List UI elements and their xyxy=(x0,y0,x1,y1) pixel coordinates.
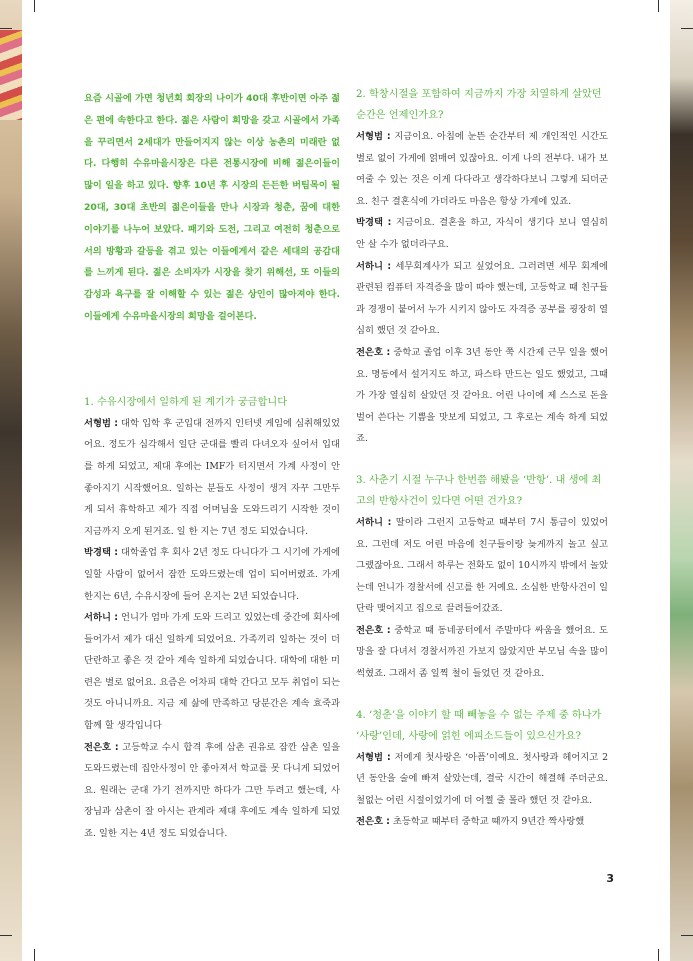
speaker-name: 서하니 : xyxy=(356,516,392,528)
answer-paragraph xyxy=(356,256,608,342)
answer-paragraph xyxy=(356,811,608,833)
answer-paragraph xyxy=(356,212,608,255)
answer-paragraph xyxy=(356,512,608,620)
crop-mark xyxy=(0,28,12,29)
answer-text: 고등학교 수시 합격 후에 삼촌 권유로 잠깐 삼촌 일을 도와드렸는데 집안사정이 안 좋아져서 학교를 못 다니게 되었어요. 원래는 군대 가기 전까지만 하다가 그만 두려고 했는데, 사장님과 삼촌이 잘 아시는 관계라 제대 후에도 계속 일하게 되었죠. 일한 지는 4년 정도 되었습니다. xyxy=(84,741,340,840)
answer-paragraph xyxy=(356,620,608,685)
question-4: 4. ‘청춘’을 이야기 할 때 빼놓을 수 없는 주제 중 하나가 ‘사랑’인데, 사랑에 얽힌 에피소드들이 있으신가요? xyxy=(356,709,602,742)
speaker-name: 전은호 : xyxy=(356,816,390,828)
crop-mark xyxy=(681,28,693,29)
crop-mark xyxy=(658,949,659,961)
answer-text: 중학교 졸업 이후 3년 동안 쭉 시간제 근무 일을 했어요. 명동에서 설거지도 하고, 파스타 만드는 일도 했었고, 그때가 가장 열심히 살았던 것 같아요. 어린 나이에 제 스스로 돈을 벌어 쓴다는 기쁨을 맛보게 되었고, 그 후로는 계속 하게 되었죠. xyxy=(356,346,608,445)
answer-text: 저에게 첫사랑은 ‘아픔’이예요. 첫사랑과 헤어지고 2년 동안을 술에 빠져 살았는데, 결국 시간이 해결해 주더군요. 철없는 어린 시절이었기에 더 어쩔 줄 몰라 했던 것 같아요. xyxy=(356,751,608,806)
speaker-name: 서하니 : xyxy=(84,612,118,624)
speaker-name: 서하니 : xyxy=(356,260,392,272)
crop-mark xyxy=(34,0,35,12)
left-column xyxy=(84,88,340,845)
right-column xyxy=(356,84,608,833)
answer-paragraph xyxy=(84,607,340,737)
speaker-name: 서형범 : xyxy=(356,131,391,142)
answer-paragraph xyxy=(84,737,340,845)
crop-mark xyxy=(0,935,12,936)
question-1: 1. 수유시장에서 일하게 된 계기가 궁금합니다 xyxy=(84,396,288,408)
answer-paragraph xyxy=(356,342,608,450)
answer-paragraph xyxy=(84,542,340,607)
intro-paragraph: 요즘 시골에 가면 청년회 회장의 나이가 40대 후반이면 아주 젊은 편에 속한다고 한다. 젊은 사람이 희망을 갖고 시골에서 가족을 꾸리면서 2세대가 만들어지지 않는 이상 농촌의 미래란 없다. 다행히 수유마을시장은 다른 전통시장에 비해 젊은이들이 많이 일을 하고 있다. 향후 10년 후 시장의 든든한 버팀목이 될 20대, 30대 초반의 젊은이들을 만나 시장과 청춘, 꿈에 대한 이야기를 나누어 보았다. 패기와 도전, 그리고 여전히 청춘으로서의 방황과 갈등을 겪고 있는 이들에게서 같은 세대의 공감대를 느끼게 된다. 젊은 소비자가 시장을 찾기 위해선, 또 이들의 감성과 욕구를 잘 이해할 수 있는 젊은 상인이 많아져야 한다. 이들에게 수유마을시장의 희망을 걸어본다. xyxy=(84,93,340,322)
crop-mark xyxy=(681,935,693,936)
answer-text: 지금이요. 아침에 눈뜬 순간부터 제 개인적인 시간도 별로 없이 가게에 얽매여 있잖아요. 이게 나의 전부다. 내가 보여줄 수 있는 것은 이게 다다라고 생각하다보니 그렇게 되더군요. 친구 결혼식에 가더라도 마음은 항상 가게에 있죠. xyxy=(356,131,608,207)
question-2: 2. 학창시절을 포함하여 지금까지 가장 치열하게 살았던 순간은 언제인가요? xyxy=(356,89,602,121)
answer-paragraph xyxy=(356,747,608,812)
answer-text: 대학 입학 후 군입대 전까지 인터넷 게임에 심취해있었어요. 정도가 심각해서 일단 군대를 빨리 다녀오자 싶어서 입대를 하게 되었고, 제대 후에는 IMF가 터지면서 가계 사정이 안 좋아지기 시작했어요. 일하는 분들도 사정이 생겨 자꾸 그만두게 되서 휴학하고 제가 직접 어머님을 도와드리기 시작한 것이 지금까지 오게 된거죠. 일 한 지는 7년 정도 되었습니다. xyxy=(84,417,340,537)
speaker-name: 박경택 : xyxy=(356,217,392,229)
page-number: 3 xyxy=(606,872,614,885)
answer-text: 세무회계사가 되고 싶었어요. 그러려면 세무 회계에 관련된 컴퓨터 자격증을 많이 따야 했는데, 고등학교 때 친구들과 경쟁이 붙어서 누가 시키지 않아도 자격증 공부를 굉장히 열심히 했던 것 같아요. xyxy=(356,260,608,337)
speaker-name: 서형범 : xyxy=(356,751,391,763)
crop-mark xyxy=(34,949,35,961)
flower-photo-strip xyxy=(0,30,22,120)
answer-text: 초등학교 때부터 중학교 때까지 9년간 짝사랑했 xyxy=(389,816,585,828)
answer-text: 지금이요. 결혼을 하고, 자식이 생기다 보니 열심히 안 살 수가 없더라구요. xyxy=(356,217,608,250)
answer-text: 언니가 엄마 가게 도와 드리고 있었는데 중간에 회사에 들어가서 제가 대신 일하게 되었어요. 가족끼리 일하는 것이 더 단란하고 좋은 것 같아 계속 일하게 되었습니다. 대학에 대한 미련은 별로 없어요. 요즘은 어차피 대학 간다고 모두 취업이 되는 것도 아니니까요. 지금 제 삶에 만족하고 당분간은 계속 효죽과 함께 할 생각입니다 xyxy=(84,612,340,732)
right-edge-photo xyxy=(670,0,693,961)
crop-mark xyxy=(658,0,659,12)
speaker-name: 박경택 : xyxy=(84,547,118,559)
answer-paragraph xyxy=(356,126,608,212)
speaker-name: 전은호 : xyxy=(356,624,391,636)
answer-paragraph xyxy=(84,413,340,543)
speaker-name: 전은호 : xyxy=(356,346,391,358)
speaker-name: 전은호 : xyxy=(84,741,119,753)
answer-text: 중학교 때 동네공터에서 주말마다 싸움을 했어요. 도망을 잘 다녀서 경찰서까진 가보지 않았지만 부모님 속을 많이 썩혔죠. 그래서 좀 일찍 철이 들었던 것 같아요. xyxy=(356,624,608,680)
answer-text: 대학졸업 후 회사 2년 정도 다니다가 그 시기에 가게에 일할 사람이 없어서 잠깐 도와드렸는데 업이 되어버렸죠. 가게 한지는 6년, 수유시장에 들어 온지는 2년 되었습니다. xyxy=(84,547,340,602)
left-edge-photo xyxy=(0,0,22,961)
question-3: 3. 사춘기 시절 누구나 한번쯤 해봤을 ‘반항’. 내 생에 최고의 반항사건이 있다면 어떤 건가요? xyxy=(356,474,602,507)
speaker-name: 서형범 : xyxy=(84,417,118,429)
answer-text: 딸이라 그런지 고등학교 때부터 7시 통금이 있었어요. 그런데 저도 어린 마음에 친구들이랑 늦게까지 놀고 싶고 그랬잖아요. 그래서 하루는 전화도 없이 10시까지 밖에서 놀았는데 언니가 경찰서에 신고를 한 거예요. 소심한 반항사건이 일단락 맺어지고 집으로 끌려들어갔죠. xyxy=(356,516,608,615)
